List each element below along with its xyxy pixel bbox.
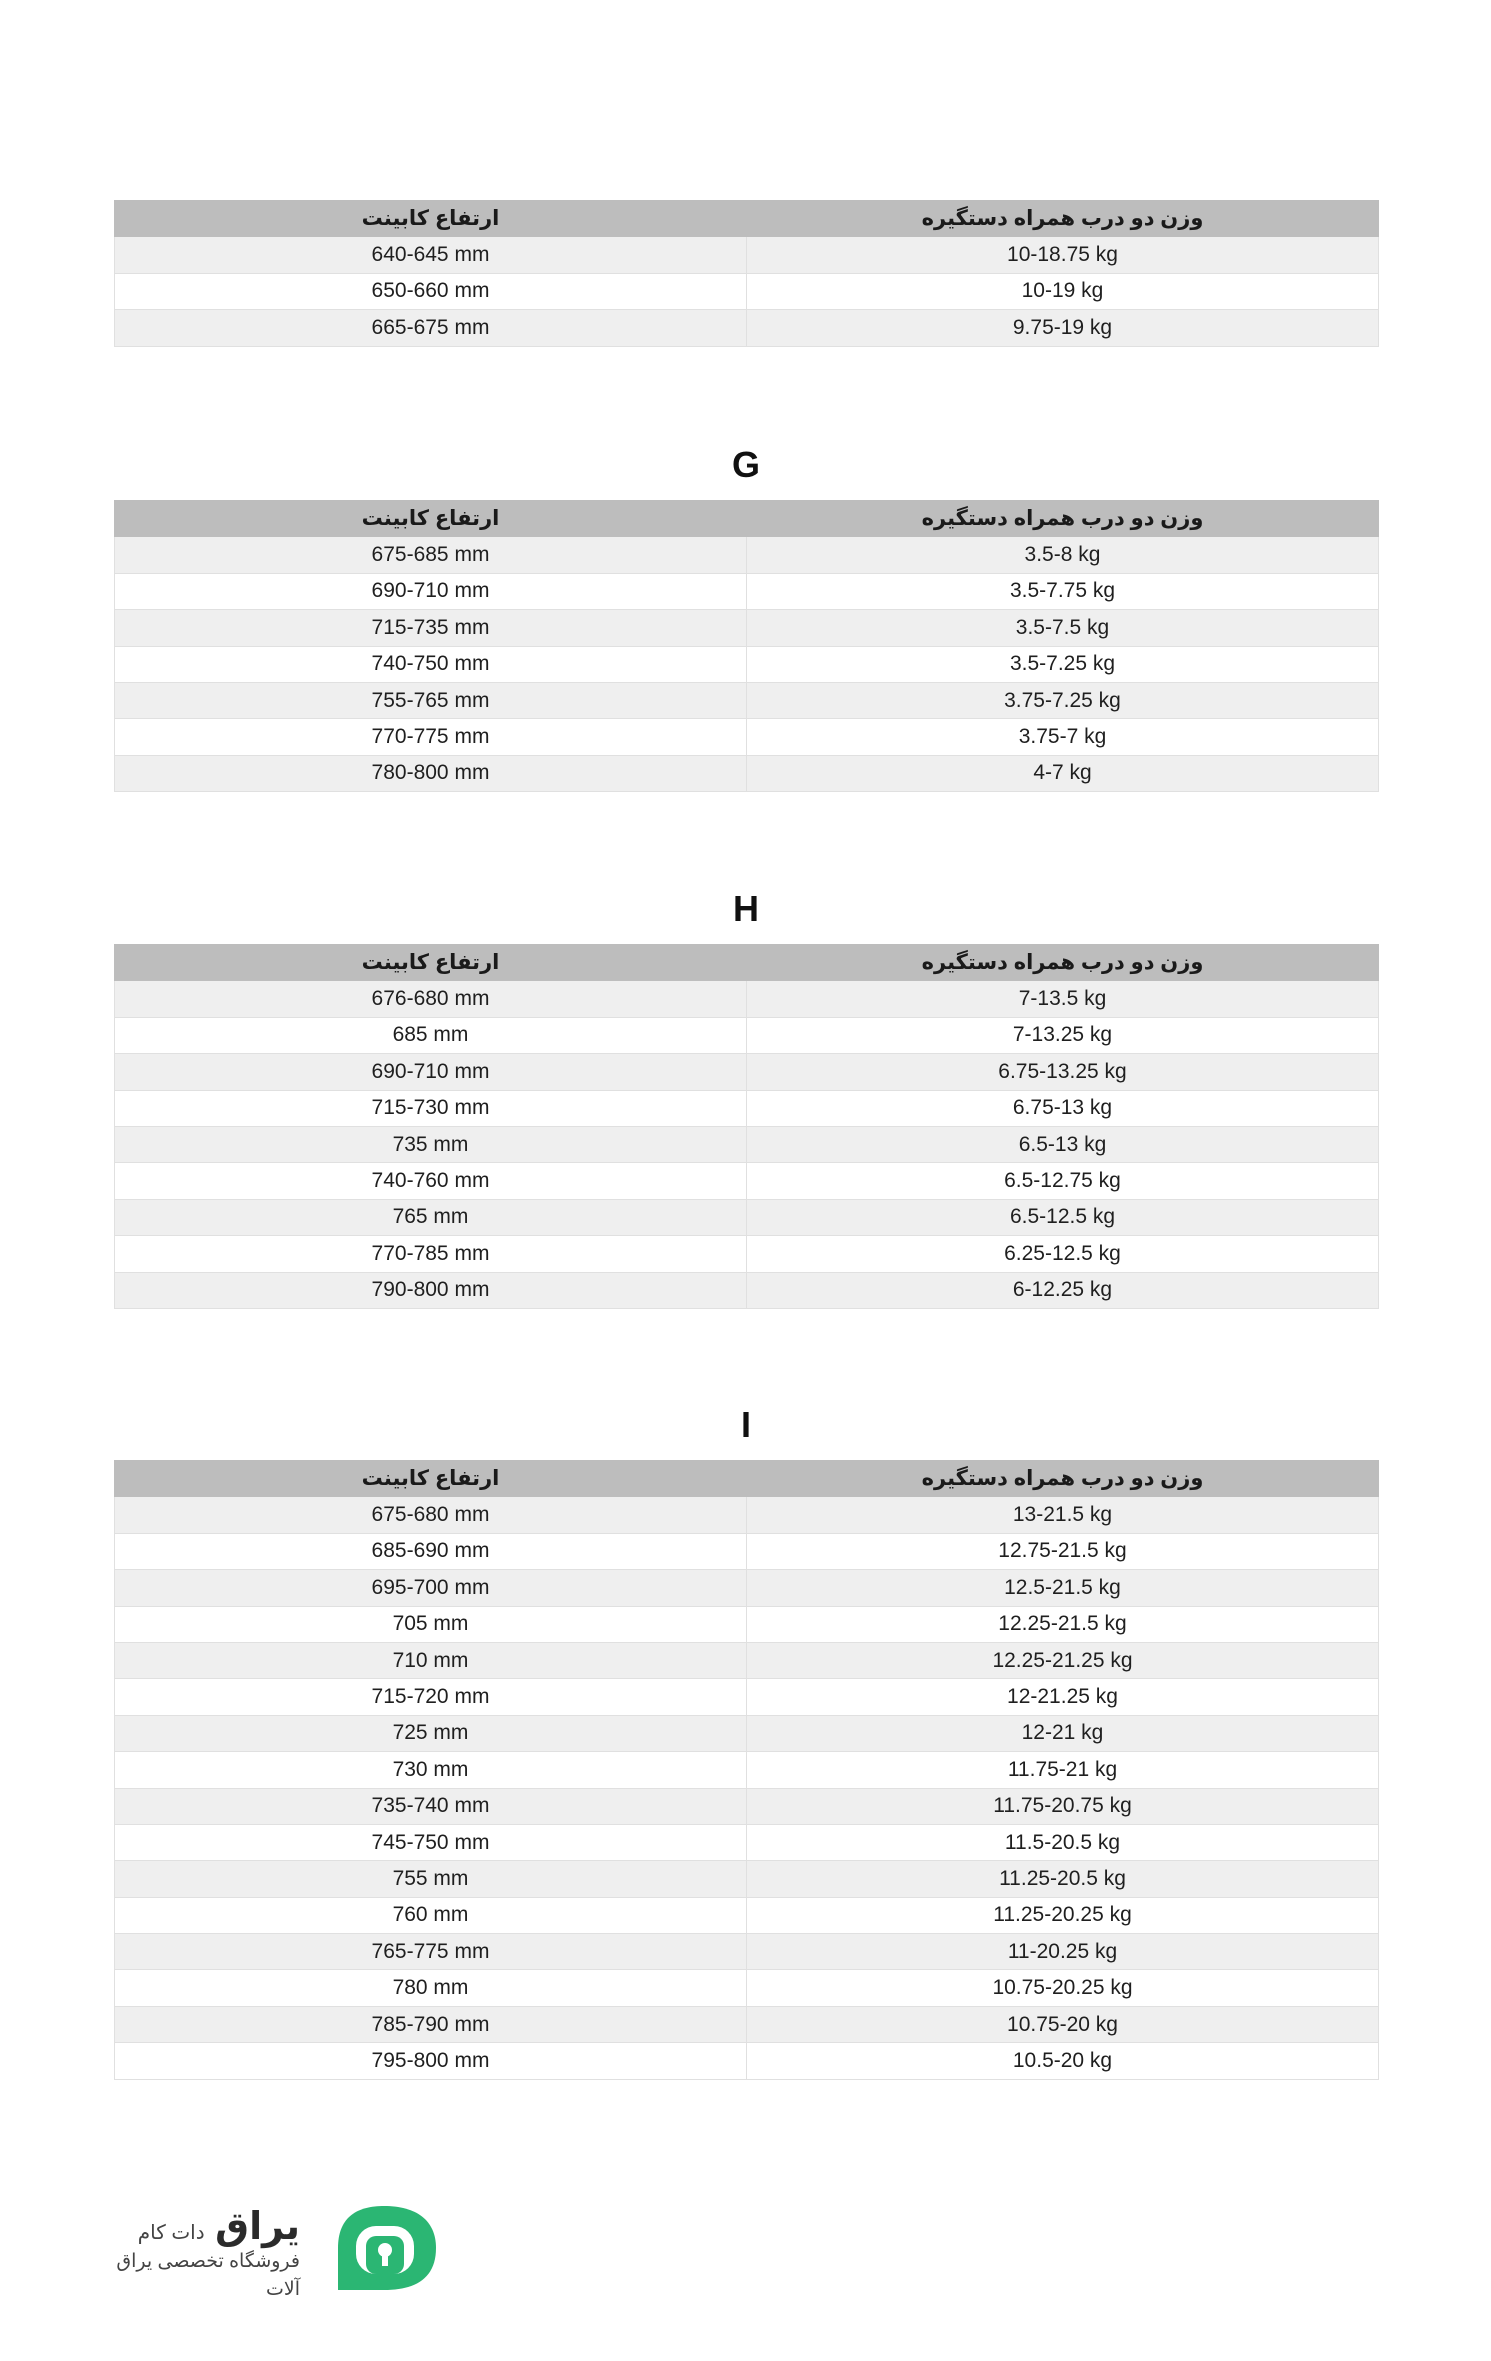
cell-height: 675-685 mm (115, 537, 747, 573)
table-row (115, 1533, 1379, 1569)
table-row (115, 1861, 1379, 1897)
cell-weight: 13-21.5 kg (747, 1497, 1379, 1533)
cell-height: 685 mm (115, 1017, 747, 1053)
cell-weight: 11-20.25 kg (747, 1934, 1379, 1970)
cell-weight: 6.75-13.25 kg (747, 1054, 1379, 1090)
table-row (115, 646, 1379, 682)
table-row (115, 1642, 1379, 1678)
table-row (115, 1679, 1379, 1715)
section-title: I (740, 1404, 751, 1445)
cell-weight: 3.75-7.25 kg (747, 682, 1379, 718)
cell-height: 755 mm (115, 1861, 747, 1897)
spec-table-i (114, 1460, 1379, 2080)
table-row (115, 1199, 1379, 1235)
cell-height: 715-730 mm (115, 1090, 747, 1126)
table-row (115, 273, 1379, 309)
cell-weight: 10.75-20 kg (747, 2006, 1379, 2042)
cell-height: 665-675 mm (115, 310, 747, 346)
brand-logo (98, 2200, 448, 2300)
table-row (115, 2006, 1379, 2042)
table-row (115, 1126, 1379, 1162)
brand-tagline: فروشگاه تخصصی یراق آلات (116, 2251, 300, 2300)
cell-height: 755-765 mm (115, 682, 747, 718)
cell-weight: 3.75-7 kg (747, 719, 1379, 755)
table-row (115, 537, 1379, 573)
cell-height: 690-710 mm (115, 573, 747, 609)
table-row (115, 1788, 1379, 1824)
header-door-weight: وزن دو درب همراه دستگیره (747, 201, 1379, 237)
section-title: G (731, 444, 760, 485)
cell-weight: 11.5-20.5 kg (747, 1824, 1379, 1860)
table-row (115, 1970, 1379, 2006)
header-door-weight: وزن دو درب همراه دستگیره (747, 945, 1379, 981)
brand-logo-icon (326, 2200, 444, 2295)
table-row (115, 1054, 1379, 1090)
cell-height: 760 mm (115, 1897, 747, 1933)
cell-height: 690-710 mm (115, 1054, 747, 1090)
cell-weight: 6.75-13 kg (747, 1090, 1379, 1126)
table-row (115, 610, 1379, 646)
header-cabinet-height: ارتفاع کابینت (115, 501, 747, 537)
table-row (115, 682, 1379, 718)
cell-height: 770-785 mm (115, 1236, 747, 1272)
cell-weight: 7-13.25 kg (747, 1017, 1379, 1053)
cell-height: 730 mm (115, 1752, 747, 1788)
cell-height: 735 mm (115, 1126, 747, 1162)
cell-weight: 11.25-20.5 kg (747, 1861, 1379, 1897)
table-row (115, 1570, 1379, 1606)
brand-suffix: دات کام (137, 2222, 205, 2244)
table-row (115, 1017, 1379, 1053)
cell-weight: 6.5-13 kg (747, 1126, 1379, 1162)
table-row (115, 1897, 1379, 1933)
cell-height: 685-690 mm (115, 1533, 747, 1569)
table-header-row (115, 1461, 1379, 1497)
cell-height: 780-800 mm (115, 755, 747, 791)
cell-weight: 9.75-19 kg (747, 310, 1379, 346)
header-cabinet-height: ارتفاع کابینت (115, 1461, 747, 1497)
table-row (115, 1606, 1379, 1642)
cell-weight: 11.25-20.25 kg (747, 1897, 1379, 1933)
cell-weight: 3.5-7.25 kg (747, 646, 1379, 682)
cell-weight: 10-19 kg (747, 273, 1379, 309)
cell-height: 710 mm (115, 1642, 747, 1678)
cell-height: 715-720 mm (115, 1679, 747, 1715)
cell-weight: 10-18.75 kg (747, 237, 1379, 273)
cell-weight: 6.25-12.5 kg (747, 1236, 1379, 1272)
cell-height: 650-660 mm (115, 273, 747, 309)
table-header-row (115, 501, 1379, 537)
table-row (115, 755, 1379, 791)
table-row (115, 1934, 1379, 1970)
header-cabinet-height: ارتفاع کابینت (115, 945, 747, 981)
cell-weight: 10.5-20 kg (747, 2043, 1379, 2079)
cell-weight: 12.25-21.5 kg (747, 1606, 1379, 1642)
cell-height: 740-750 mm (115, 646, 747, 682)
table-row (115, 1236, 1379, 1272)
cell-weight: 11.75-20.75 kg (747, 1788, 1379, 1824)
table-row (115, 1752, 1379, 1788)
table-header-row (115, 945, 1379, 981)
table-row (115, 1090, 1379, 1126)
table-row (115, 237, 1379, 273)
cell-height: 725 mm (115, 1715, 747, 1751)
cell-weight: 6.5-12.5 kg (747, 1199, 1379, 1235)
cell-weight: 7-13.5 kg (747, 981, 1379, 1017)
table-row (115, 981, 1379, 1017)
cell-weight: 3.5-7.5 kg (747, 610, 1379, 646)
table-row (115, 1163, 1379, 1199)
cell-height: 675-680 mm (115, 1497, 747, 1533)
table-row (115, 1497, 1379, 1533)
cell-height: 795-800 mm (115, 2043, 747, 2079)
header-cabinet-height: ارتفاع کابینت (115, 201, 747, 237)
cell-height: 676-680 mm (115, 981, 747, 1017)
cell-height: 790-800 mm (115, 1272, 747, 1308)
cell-height: 715-735 mm (115, 610, 747, 646)
header-door-weight: وزن دو درب همراه دستگیره (747, 1461, 1379, 1497)
cell-height: 780 mm (115, 1970, 747, 2006)
cell-height: 735-740 mm (115, 1788, 747, 1824)
table-row (115, 310, 1379, 346)
cell-weight: 10.75-20.25 kg (747, 1970, 1379, 2006)
spec-table-g (114, 500, 1379, 792)
cell-height: 745-750 mm (115, 1824, 747, 1860)
cell-weight: 12.75-21.5 kg (747, 1533, 1379, 1569)
cell-weight: 6.5-12.75 kg (747, 1163, 1379, 1199)
cell-height: 765 mm (115, 1199, 747, 1235)
table-row (115, 573, 1379, 609)
table-row (115, 2043, 1379, 2079)
cell-height: 785-790 mm (115, 2006, 747, 2042)
table-row (115, 1824, 1379, 1860)
brand-name: یراق (215, 2206, 300, 2248)
cell-weight: 3.5-8 kg (747, 537, 1379, 573)
cell-weight: 4-7 kg (747, 755, 1379, 791)
cell-weight: 12-21 kg (747, 1715, 1379, 1751)
cell-weight: 12-21.25 kg (747, 1679, 1379, 1715)
cell-height: 695-700 mm (115, 1570, 747, 1606)
cell-weight: 11.75-21 kg (747, 1752, 1379, 1788)
section-title: H (733, 888, 759, 929)
cell-height: 705 mm (115, 1606, 747, 1642)
spec-table-h (114, 944, 1379, 1309)
cell-weight: 12.25-21.25 kg (747, 1642, 1379, 1678)
table-header-row (115, 201, 1379, 237)
table-row (115, 1272, 1379, 1308)
cell-height: 740-760 mm (115, 1163, 747, 1199)
cell-weight: 12.5-21.5 kg (747, 1570, 1379, 1606)
cell-weight: 3.5-7.75 kg (747, 573, 1379, 609)
spec-table-1 (114, 200, 1379, 347)
cell-weight: 6-12.25 kg (747, 1272, 1379, 1308)
table-row (115, 719, 1379, 755)
brand-logo-text (98, 2206, 300, 2304)
cell-height: 765-775 mm (115, 1934, 747, 1970)
cell-height: 770-775 mm (115, 719, 747, 755)
table-row (115, 1715, 1379, 1751)
header-door-weight: وزن دو درب همراه دستگیره (747, 501, 1379, 537)
cell-height: 640-645 mm (115, 237, 747, 273)
